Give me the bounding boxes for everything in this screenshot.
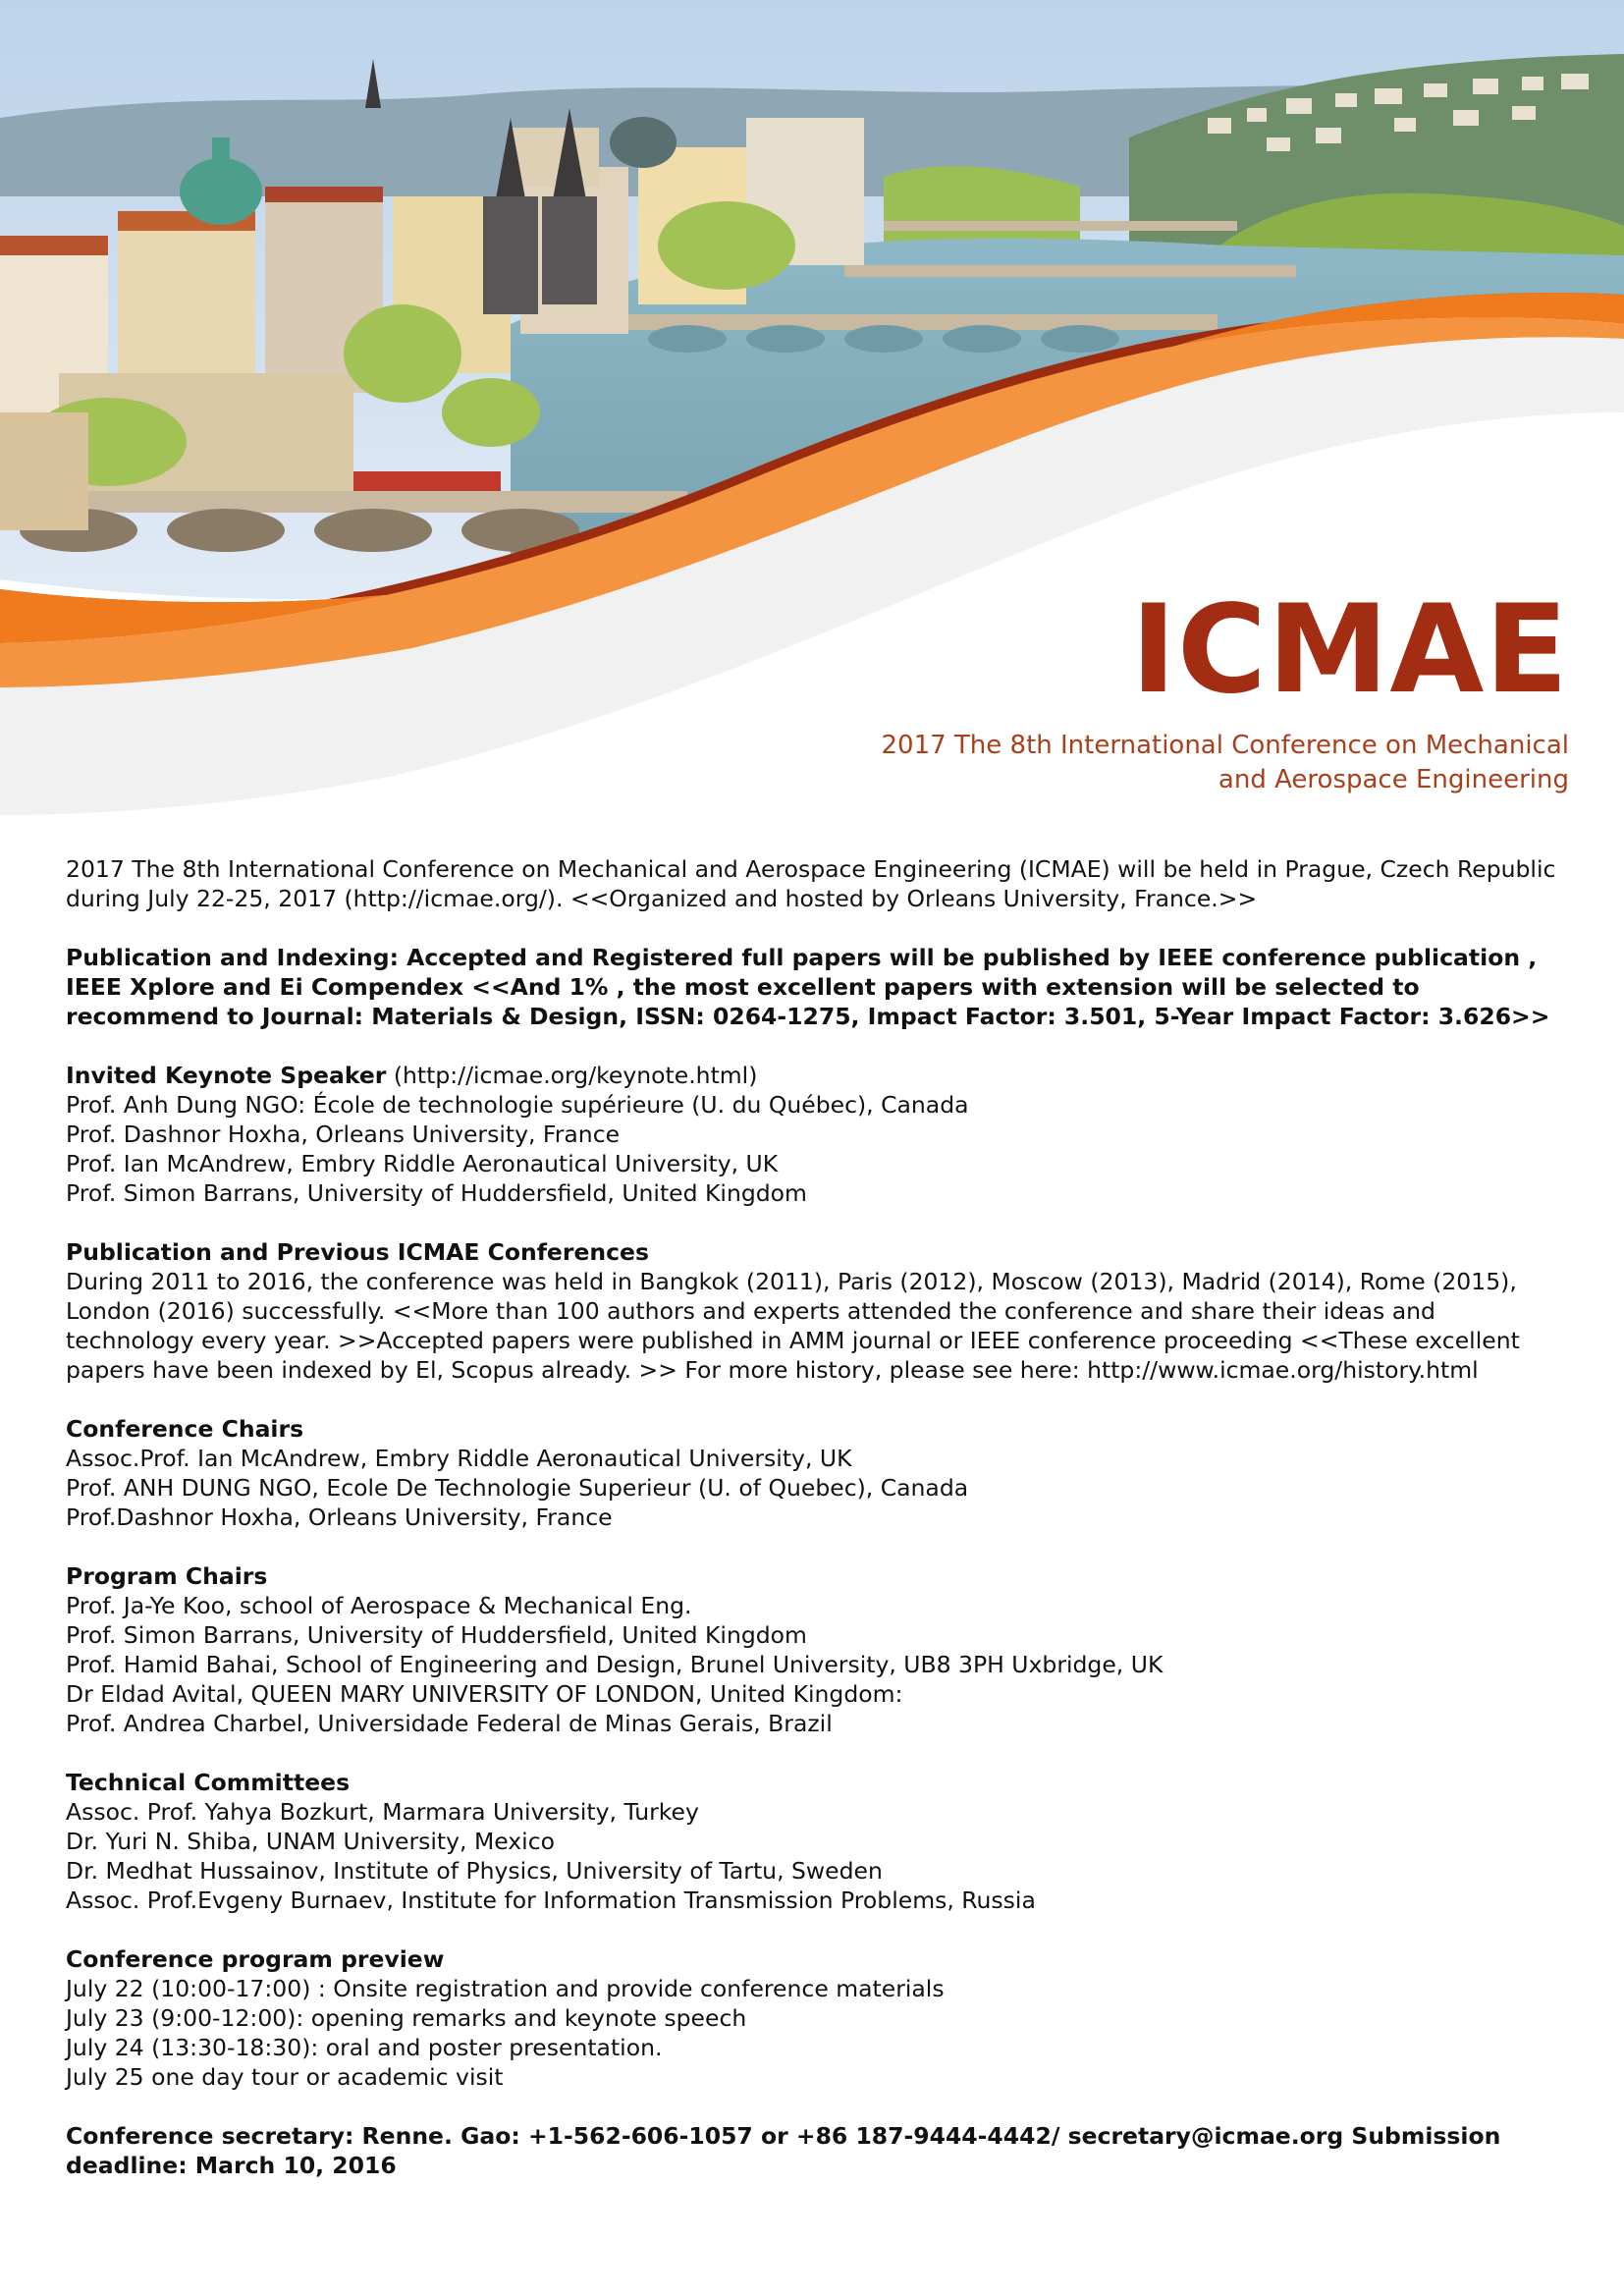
- committee-member: Assoc. Prof. Yahya Bozkurt, Marmara University, Turkey: [66, 1798, 699, 1826]
- program-item: July 24 (13:30-18:30): oral and poster presentation.: [66, 2034, 663, 2061]
- intro-paragraph: 2017 The 8th International Conference on Mechanical and Aerospace Engineering (ICMAE) will be held in Prague, Czech Republic during July 22-25, 2017 (http://icmae.org/). <<Organized and hosted by Orleans University, France.>>: [66, 855, 1556, 912]
- committee-member: Assoc. Prof.Evgeny Burnaev, Institute for Information Transmission Problems, Russia: [66, 1886, 1036, 1914]
- conference-subtitle: [587, 729, 1569, 797]
- program-chair: Prof. Ja-Ye Koo, school of Aerospace & Mechanical Eng.: [66, 1592, 692, 1619]
- conference-chairs-heading: Conference Chairs: [66, 1415, 304, 1443]
- conference-chair: Assoc.Prof. Ian McAndrew, Embry Riddle Aeronautical University, UK: [66, 1445, 852, 1472]
- keynote-speaker: Prof. Dashnor Hoxha, Orleans University, France: [66, 1121, 621, 1148]
- publication-paragraph: Publication and Indexing: Accepted and Registered full papers will be published by IEEE conference publication , IEEE Xplore and Ei Compendex <<And 1% , the most excellent papers with extension will be selected to recommend to Journal: Materials & Design, ISSN: 0264-1275, Impact Factor: 3.501, 5-Year Impact Factor: 3.626>>: [66, 944, 1550, 1030]
- technical-committees-section: [66, 1768, 1558, 1915]
- program-chair: Dr Eldad Avital, QUEEN MARY UNIVERSITY OF LONDON, United Kingdom:: [66, 1680, 903, 1708]
- program-chair: Prof. Andrea Charbel, Universidade Federal de Minas Gerais, Brazil: [66, 1710, 833, 1737]
- conference-chair: Prof. ANH DUNG NGO, Ecole De Technologie Superieur (U. of Quebec), Canada: [66, 1474, 969, 1502]
- program-chairs-section: [66, 1561, 1558, 1738]
- conference-chair: Prof.Dashnor Hoxha, Orleans University, France: [66, 1503, 613, 1531]
- keynote-speaker: Prof. Ian McAndrew, Embry Riddle Aeronautical University, UK: [66, 1150, 779, 1177]
- program-item: July 25 one day tour or academic visit: [66, 2063, 504, 2091]
- conference-chairs-section: [66, 1414, 1558, 1532]
- program-chairs-heading: Program Chairs: [66, 1562, 268, 1590]
- program-preview-heading: Conference program preview: [66, 1945, 445, 1973]
- program-preview-section: [66, 1944, 1558, 2092]
- keynote-heading-line: [66, 1061, 1558, 1090]
- history-text: During 2011 to 2016, the conference was held in Bangkok (2011), Paris (2012), Moscow (2013), Madrid (2014), Rome (2015), London (2016) successfully. <<More than 100 authors and experts attended the conference and share their ideas and technology every year. >>Accepted papers were published in AMM journal or IEEE conference proceeding <<These excellent papers have been indexed by El, Scopus already. >> For more history, please see here: http://www.icmae.org/history.html: [66, 1268, 1520, 1384]
- history-heading: Publication and Previous ICMAE Conferences: [66, 1238, 649, 1266]
- technical-committees-heading: Technical Committees: [66, 1769, 351, 1796]
- history-section: [66, 1237, 1558, 1385]
- conference-acronym: ICMAE: [1130, 579, 1569, 721]
- keynote-section: [66, 1061, 1558, 1208]
- committee-member: Dr. Yuri N. Shiba, UNAM University, Mexico: [66, 1828, 556, 1855]
- secretary-contact: Conference secretary: Renne. Gao: +1-562-606-1057 or +86 187-9444-4442/ secretary@icmae.org Submission deadline: March 10, 2016: [66, 2122, 1501, 2179]
- main-content: [66, 854, 1558, 2210]
- subtitle-line-2: and Aerospace Engineering: [1218, 765, 1569, 794]
- program-chair: Prof. Hamid Bahai, School of Engineering and Design, Brunel University, UB8 3PH Uxbridge, UK: [66, 1651, 1164, 1678]
- keynote-heading: Invited Keynote Speaker: [66, 1062, 387, 1089]
- program-chair: Prof. Simon Barrans, University of Huddersfield, United Kingdom: [66, 1621, 807, 1649]
- brand-block: [587, 579, 1569, 797]
- keynote-speaker: Prof. Anh Dung NGO: École de technologie supérieure (U. du Québec), Canada: [66, 1091, 969, 1119]
- keynote-speaker: Prof. Simon Barrans, University of Huddersfield, United Kingdom: [66, 1179, 807, 1207]
- program-item: July 22 (10:00-17:00) : Onsite registration and provide conference materials: [66, 1975, 945, 2002]
- subtitle-line-1: 2017 The 8th International Conference on Mechanical: [881, 731, 1569, 760]
- keynote-link[interactable]: (http://icmae.org/keynote.html): [386, 1062, 758, 1089]
- committee-member: Dr. Medhat Hussainov, Institute of Physics, University of Tartu, Sweden: [66, 1857, 883, 1885]
- program-item: July 23 (9:00-12:00): opening remarks and keynote speech: [66, 2004, 747, 2032]
